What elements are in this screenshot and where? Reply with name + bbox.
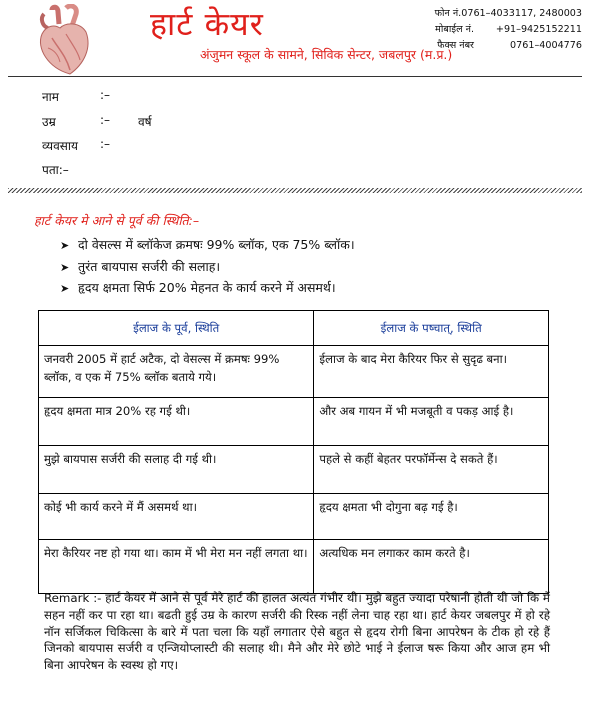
contact-block [412, 6, 582, 54]
contact-label: मोबाईल नं. [435, 24, 474, 35]
table-cell: मुझे बायपास सर्जरी की सलाह दी गई थी। [39, 446, 314, 494]
contact-label: फोन नं. [434, 8, 462, 19]
arrow-bullet-icon: ➤ [60, 239, 70, 252]
table-header-row [39, 311, 549, 346]
comparison-table [38, 310, 549, 594]
table-header-before: ईलाज के पूर्व, स्थिति [39, 311, 314, 346]
list-item [60, 256, 355, 278]
field-label: नाम [42, 90, 59, 104]
contact-value: 0761–4004776 [510, 40, 582, 51]
header-divider [8, 76, 582, 77]
table-row [39, 540, 549, 594]
field-unit: वर्ष [138, 115, 152, 129]
clinic-address: अंजुमन स्कूल के सामने, सिविक सेन्टर, जबलपुर (म.प्र.) [200, 47, 453, 62]
remark-paragraph: Remark :- हार्ट केयर में आने से पूर्व मेरे हार्ट की हालत अत्यंत गंभीर थी। मुझे बहुत ज्यादा परेषानी होती थी जो कि मैं सहन नहीं कर पा रहा था। बढती हुई उम्र के कारण सर्जरी की रिस्क नहीं लेना चाह रहा था। हार्ट केयर जबलपुर में हो रहे नॉन सर्जिकल चिकित्सा के बारे में पता चला कि यहाँ लगातार ऐसे बहुत से हृदय रोगी बिना आपरेषन के टीक हो रहे हैं जिनको बायपास सर्जरी व एन्जियोप्लास्टी की सलाह थी। मैने और मेरे छोटे भाई ने ईलाज षरू किया और आज हम भी बिना आपरेषन के स्वस्थ हो गए। [44, 591, 550, 673]
field-separator: :– [100, 88, 111, 102]
table-cell: कोई भी कार्य करने में मैं असमर्थ था। [39, 494, 314, 540]
anatomical-heart-icon [22, 4, 104, 76]
field-label: उम्र [42, 115, 56, 129]
field-label: व्यवसाय [42, 139, 78, 153]
table-cell: हृदय क्षमता मात्र 20% रह गई थी। [39, 398, 314, 446]
contact-mobile [412, 22, 582, 38]
table-row [39, 446, 549, 494]
list-item [60, 277, 355, 299]
table-row [39, 494, 549, 540]
contact-value: +91–9425152211 [495, 24, 582, 35]
contact-value: 0761–4033117, 2480003 [461, 8, 582, 19]
list-item-text: हृदय क्षमता सिर्फ 20% मेहनत के कार्य करने में असमर्थ। [78, 280, 336, 295]
table-cell: और अब गायन में भी मजबूती व पकड़ आई है। [314, 398, 549, 446]
section-title: हार्ट केयर मे आने से पूर्व की स्थिति:– [34, 213, 200, 228]
list-item-text: दो वेसल्स में ब्लॉकेज क्रमषः 99% ब्लॉक, एक 75% ब्लॉक। [78, 237, 355, 252]
table-cell: ईलाज के बाद मेरा कैरियर फिर से सुदृढ बना। [314, 346, 549, 398]
arrow-bullet-icon: ➤ [60, 260, 70, 274]
bullet-list [60, 234, 355, 299]
arrow-bullet-icon: ➤ [60, 282, 70, 295]
table-header-after: ईलाज के पष्चात्, स्थिति [314, 311, 549, 346]
table-cell: अत्यधिक मन लगाकर काम करते है। [314, 540, 549, 594]
list-item-text: तुरंत बायपास सर्जरी की सलाह। [78, 258, 221, 274]
contact-phone [412, 6, 582, 22]
list-item [60, 234, 355, 256]
field-name [42, 88, 111, 105]
wavy-divider [8, 188, 582, 193]
table-cell: हृदय क्षमता भी दोगुना बढ़ गई है। [314, 494, 549, 540]
table-cell: जनवरी 2005 में हार्ट अटैक, दो वेसल्स में क्रमषः 99% ब्लॉक, व एक में 75% ब्लॉक बताये गये। [39, 346, 314, 398]
field-address [42, 161, 69, 178]
table-row [39, 346, 549, 398]
clinic-title: हार्ट केयर [150, 5, 264, 43]
field-age [42, 113, 152, 130]
field-separator: :– [100, 137, 111, 151]
contact-label: फैक्स नंबर [437, 40, 474, 51]
table-cell: मेरा कैरियर नष्ट हो गया था। काम में भी मेरा मन नहीं लगता था। [39, 540, 314, 594]
field-label: पता:– [42, 163, 69, 177]
field-occupation [42, 137, 111, 154]
field-separator: :– [100, 113, 111, 127]
table-cell: पहले से कहीं बेहतर परफॉर्मेन्स दे सकते हैं। [314, 446, 549, 494]
contact-fax [412, 38, 582, 54]
table-row [39, 398, 549, 446]
